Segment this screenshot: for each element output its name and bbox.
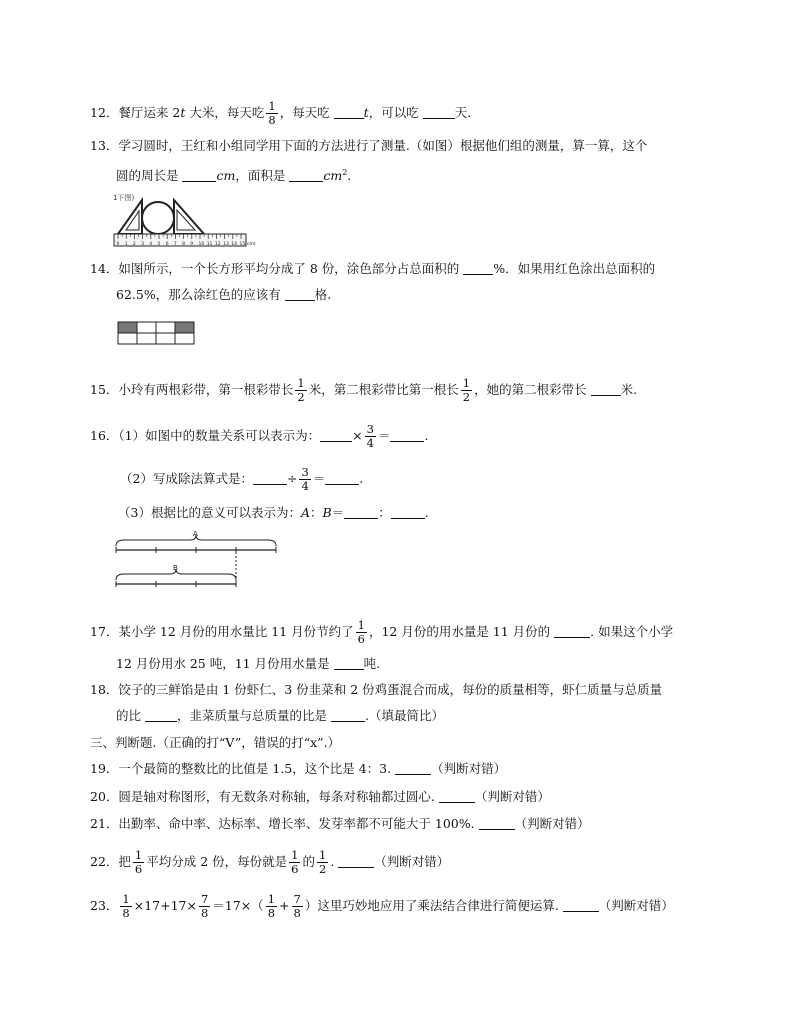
answer-blank[interactable] (554, 625, 590, 638)
unit-cm2: cm (323, 168, 343, 184)
question-number: 16． (90, 428, 119, 443)
q13-text-a: 圆的周长是 (116, 168, 183, 184)
question-number: 14． (90, 261, 119, 276)
ruler-label: 5 (157, 242, 161, 247)
question-number: 20． (90, 789, 119, 804)
answer-blank[interactable] (325, 472, 359, 485)
question-number: 15． (90, 382, 119, 397)
answer-blank[interactable] (182, 169, 216, 182)
rectangle-grid-figure (117, 321, 197, 347)
ruler-label: 9 (190, 242, 194, 247)
label-a: A (193, 530, 198, 538)
q16-part-2-text: （2）写成除法算式是： (120, 471, 253, 486)
fraction-numerator: 1 (357, 618, 365, 632)
fraction-numerator: 3 (366, 422, 374, 436)
fraction-denominator: 8 (268, 113, 276, 127)
fraction-1-6 (356, 619, 367, 646)
answer-blank[interactable] (289, 169, 323, 182)
question-18-line-1 (90, 682, 662, 698)
answer-blank[interactable] (439, 790, 475, 803)
colon: ： (378, 505, 391, 520)
q15-text-a: 小玲有两根彩带，第一根彩带长 (118, 382, 294, 397)
ruler-label: 12 (214, 242, 221, 247)
q12-text-e: ，可以吃 (368, 105, 423, 120)
question-number: 23． (90, 898, 119, 913)
ruler-label: 14 (231, 242, 238, 247)
ruler-label: 15(cm) (239, 242, 256, 247)
q14-text-c: 62.5%，那么涂红色的应该有 (116, 287, 285, 302)
superscript: 2 (342, 168, 348, 177)
q16-part-1-text: （1）如图中的数量关系可以表示为： (118, 428, 321, 443)
variable-b: B (322, 505, 332, 520)
q23-text-b: ＝17×（ (212, 898, 264, 913)
unit-cm: cm (216, 168, 236, 184)
question-23 (90, 893, 674, 920)
q14-text-a: 如图所示，一个长方形平均分成了 8 份，涂色部分占总面积的 (118, 261, 464, 276)
ruler-label: 1 (124, 242, 128, 247)
fraction-1-6 (133, 849, 144, 876)
judge-hint: （判断对错） (514, 816, 590, 831)
question-20 (90, 789, 550, 805)
q12-unit: t (180, 105, 186, 120)
q17-text-e: 吨. (363, 656, 381, 671)
times-sign: × (352, 428, 363, 443)
judge-hint: （判断对错） (598, 898, 674, 913)
left-triangle (118, 200, 142, 234)
q20-text: 圆是轴对称图形，有无数条对称轴，每条对称轴都过圆心. (118, 789, 435, 804)
question-number: 13． (90, 138, 119, 153)
plus-sign: + (279, 898, 290, 913)
fraction-numerator: 1 (134, 848, 143, 862)
answer-blank[interactable] (423, 106, 455, 119)
question-number: 21． (90, 816, 119, 831)
label-b: B (173, 564, 178, 572)
question-13-line-2 (116, 165, 351, 184)
q12-text-f: 天. (454, 105, 472, 120)
answer-blank[interactable] (338, 855, 374, 868)
q15-text-b: 米，第二根彩带比第一根长 (308, 382, 459, 397)
answer-blank[interactable] (285, 288, 315, 301)
fraction-7-8 (292, 893, 303, 920)
right-triangle (174, 200, 204, 234)
question-number: 19． (90, 761, 119, 776)
fraction-numerator: 1 (297, 376, 305, 390)
q18-text-c: ，韭菜质量与总质量的比是 (176, 708, 331, 723)
question-14-line-1 (90, 261, 655, 277)
question-16-part-2 (120, 466, 363, 493)
q23-text-c: ）这里巧妙地应用了乘法结合律进行简便运算. (304, 898, 559, 913)
fraction-1-2 (461, 377, 472, 404)
fraction-numerator: 1 (268, 99, 276, 113)
fraction-denominator: 4 (366, 436, 374, 450)
period: . (424, 428, 429, 443)
segment-diagram (114, 532, 284, 592)
fraction-numerator: 1 (291, 848, 299, 862)
q19-text: 一个最简的整数比的比值是 1.5，这个比是 4：3. (118, 761, 392, 776)
fraction-numerator: 1 (122, 892, 130, 906)
q22-text-c: 的 (302, 854, 315, 869)
answer-blank[interactable] (334, 106, 364, 119)
fraction-denominator: 4 (301, 479, 309, 493)
q15-text-c: ，她的第二根彩带长 (474, 382, 591, 397)
triangle-ruler-figure (112, 190, 256, 248)
q17-text-c: . 如果这个小学 (590, 624, 674, 639)
fraction-denominator: 6 (291, 862, 299, 876)
fraction-1-6 (289, 849, 300, 876)
ruler-label: 4 (149, 242, 153, 247)
question-number: 18． (90, 682, 119, 697)
ruler-label: 7 (173, 242, 177, 247)
q13-text: 学习圆时，王红和小组同学用下面的方法进行了测量.（如图）根据他们组的测量，算一算，这个 (118, 138, 648, 153)
section-title: 三、判断题.（正确的打“V”，错误的打“x”.） (90, 735, 341, 750)
answer-blank[interactable] (591, 383, 621, 396)
ruler-label: 10 (198, 242, 205, 247)
answer-blank[interactable] (463, 262, 493, 275)
question-16-part-1 (90, 423, 428, 450)
fraction-denominator: 2 (297, 390, 305, 404)
judge-hint: （判断对错） (374, 854, 450, 869)
fraction-denominator: 8 (200, 906, 209, 920)
equals-sign: ＝ (377, 428, 391, 443)
q23-text-a: ×17+17× (133, 898, 197, 913)
question-22 (90, 849, 449, 876)
question-number: 12． (90, 105, 119, 120)
question-13-line-1 (90, 138, 647, 154)
question-12 (90, 100, 471, 127)
figure-caption: 1下图) (113, 194, 135, 202)
question-19 (90, 761, 506, 777)
answer-blank[interactable] (331, 709, 365, 722)
question-21 (90, 816, 590, 832)
answer-blank[interactable] (145, 709, 177, 722)
question-15 (90, 377, 637, 404)
q18-text-d: .（填最简比） (364, 708, 444, 723)
q16-part-3-text: （3）根据比的意义可以表示为： (118, 505, 301, 520)
answer-blank[interactable] (390, 429, 424, 442)
q12-text-b: 大米，每天吃 (185, 105, 265, 120)
fraction-denominator: 2 (319, 862, 327, 876)
fraction-denominator: 6 (134, 862, 143, 876)
fraction-1-2 (317, 849, 328, 876)
equals-sign: ＝ (312, 471, 326, 486)
ruler-label: 11 (206, 242, 213, 247)
question-number: 22． (90, 854, 119, 869)
q12-text-d: t (363, 105, 369, 120)
question-number: 17． (90, 624, 119, 639)
answer-blank[interactable] (395, 762, 431, 775)
ruler-label: 0 (116, 242, 120, 247)
answer-blank[interactable] (563, 899, 599, 912)
fraction-numerator: 1 (267, 892, 276, 906)
q17-text-b: ，12 月份的用水量是 11 月份的 (368, 624, 555, 639)
ruler-label: 2 (132, 242, 136, 247)
fraction-3-4 (365, 423, 376, 450)
fraction-1-8 (266, 893, 277, 920)
judge-hint: （判断对错） (431, 761, 507, 776)
fraction-1-8 (120, 893, 131, 920)
q15-text-d: 米. (620, 382, 638, 397)
q21-text: 出勤率、命中率、达标率、增长率、发芽率都不可能大于 100%. (118, 816, 475, 831)
fraction-numerator: 1 (462, 376, 471, 390)
q18-text-a: 饺子的三鲜馅是由 1 份虾仁、3 份韭菜和 2 份鸡蛋混合而成，每份的质量相等，虾仁质量与总质量 (118, 682, 663, 697)
fraction-denominator: 8 (122, 906, 130, 920)
answer-blank[interactable] (320, 429, 352, 442)
question-17-line-2 (116, 656, 380, 672)
fraction-denominator: 8 (267, 906, 276, 920)
ruler-label: 13 (223, 242, 229, 247)
period: . (359, 471, 364, 486)
answer-blank[interactable] (479, 817, 515, 830)
fraction-1-2 (295, 377, 306, 404)
shaded-cell (175, 322, 194, 333)
ruler-label: 8 (182, 242, 185, 247)
colon: ： (310, 505, 323, 520)
divide-sign: ÷ (286, 471, 298, 486)
q22-text-b: 平均分成 2 份，每份就是 (146, 854, 288, 869)
fraction-7-8 (199, 893, 210, 920)
answer-blank[interactable] (253, 472, 287, 485)
answer-blank[interactable] (334, 657, 364, 670)
fraction-1-8 (266, 100, 277, 127)
fraction-denominator: 8 (293, 906, 301, 920)
question-18-line-2 (116, 708, 444, 724)
fraction-numerator: 1 (319, 848, 327, 862)
fraction-denominator: 2 (462, 390, 471, 404)
period: . (330, 854, 335, 869)
equals-sign: ＝ (331, 505, 345, 520)
q12-text-c: ，每天吃 (279, 105, 334, 120)
answer-blank[interactable] (344, 506, 378, 519)
fraction-3-4 (299, 466, 310, 493)
ruler-label: 3 (141, 242, 144, 247)
q18-text-b: 的比 (116, 708, 145, 723)
question-17-line-1 (90, 619, 673, 646)
period: . (347, 168, 352, 184)
answer-blank[interactable] (391, 506, 425, 519)
judge-hint: （判断对错） (474, 789, 550, 804)
q13-text-b: ，面积是 (235, 168, 290, 184)
question-16-part-3 (118, 505, 429, 521)
question-14-line-2 (116, 287, 331, 303)
fraction-numerator: 3 (301, 465, 309, 479)
variable-a: A (300, 505, 310, 520)
q22-text-a: 把 (118, 854, 131, 869)
measured-circle (142, 202, 174, 234)
q14-text-b: %．如果用红色涂出总面积的 (493, 261, 656, 276)
fraction-numerator: 7 (293, 892, 301, 906)
shaded-cell (118, 322, 137, 333)
period: . (424, 505, 429, 520)
ruler-label: 6 (165, 242, 169, 247)
q12-text-a: 餐厅运来 2 (118, 105, 181, 120)
q14-text-d: 格. (314, 287, 332, 302)
q17-text-d: 12 月份用水 25 吨，11 月份用水量是 (116, 656, 334, 671)
fraction-numerator: 7 (200, 892, 209, 906)
fraction-denominator: 6 (357, 632, 365, 646)
section-3-heading (90, 735, 340, 751)
q17-text-a: 某小学 12 月份的用水量比 11 月份节约了 (118, 624, 354, 639)
